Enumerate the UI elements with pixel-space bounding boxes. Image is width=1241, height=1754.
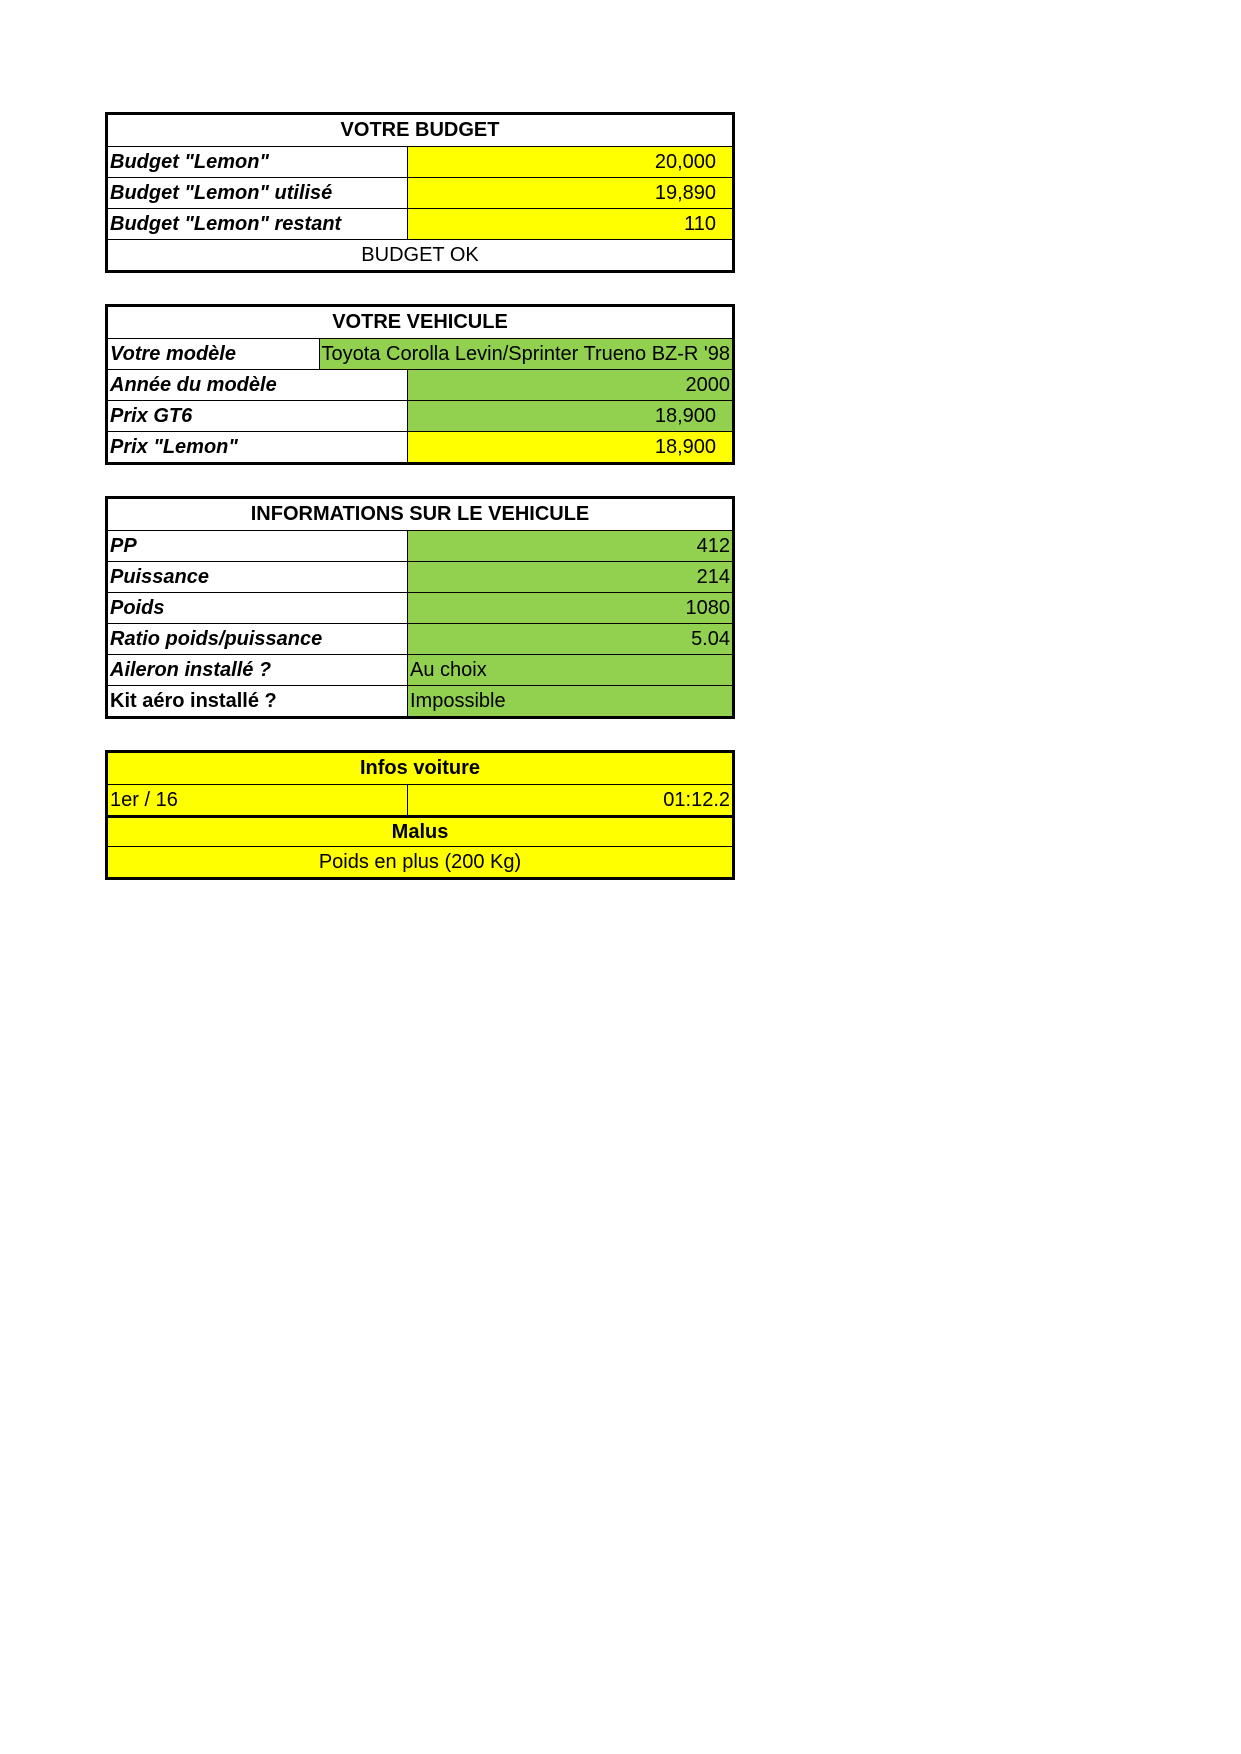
car-info-title: Infos voiture bbox=[359, 757, 480, 779]
budget-value[interactable]: 20,000 bbox=[408, 147, 732, 177]
vehicle-year-row bbox=[108, 369, 732, 400]
budget-table bbox=[105, 112, 735, 273]
info-aero-label: Kit aéro installé ? bbox=[108, 686, 408, 716]
info-weight-label: Poids bbox=[108, 593, 408, 623]
budget-title: VOTRE BUDGET bbox=[340, 119, 500, 141]
info-power-row bbox=[108, 561, 732, 592]
vehicle-model-label: Votre modèle bbox=[108, 339, 320, 369]
info-wing-row bbox=[108, 654, 732, 685]
info-power-label: Puissance bbox=[108, 562, 408, 592]
car-position[interactable]: 1er / 16 bbox=[108, 785, 408, 815]
info-ratio-row bbox=[108, 623, 732, 654]
info-pp-row bbox=[108, 530, 732, 561]
info-title: INFORMATIONS SUR LE VEHICULE bbox=[250, 503, 590, 525]
budget-used-value[interactable]: 19,890 bbox=[408, 178, 732, 208]
malus-value-row bbox=[108, 846, 732, 877]
info-wing-label: Aileron installé ? bbox=[108, 655, 408, 685]
vehicle-year-value[interactable]: 2000 bbox=[408, 370, 732, 400]
budget-remaining-label: Budget "Lemon" restant bbox=[108, 209, 408, 239]
budget-remaining-row bbox=[108, 208, 732, 239]
info-ratio-label: Ratio poids/puissance bbox=[108, 624, 408, 654]
budget-header-row bbox=[108, 115, 732, 146]
car-info-table bbox=[105, 750, 735, 880]
info-pp-value[interactable]: 412 bbox=[408, 531, 732, 561]
vehicle-header-row bbox=[108, 307, 732, 338]
info-power-value[interactable]: 214 bbox=[408, 562, 732, 592]
info-wing-value[interactable]: Au choix bbox=[408, 655, 732, 685]
info-table bbox=[105, 496, 735, 719]
vehicle-title: VOTRE VEHICULE bbox=[332, 311, 508, 333]
budget-row bbox=[108, 146, 732, 177]
budget-label: Budget "Lemon" bbox=[108, 147, 408, 177]
vehicle-price-gt6-label: Prix GT6 bbox=[108, 401, 408, 431]
vehicle-year-label: Année du modèle bbox=[108, 370, 408, 400]
vehicle-price-lemon-row bbox=[108, 431, 732, 462]
info-ratio-value[interactable]: 5.04 bbox=[408, 624, 732, 654]
budget-used-label: Budget "Lemon" utilisé bbox=[108, 178, 408, 208]
info-pp-label: PP bbox=[108, 531, 408, 561]
vehicle-table bbox=[105, 304, 735, 465]
info-aero-row bbox=[108, 685, 732, 716]
vehicle-model-value[interactable]: Toyota Corolla Levin/Sprinter Trueno BZ-R '98 bbox=[320, 339, 732, 369]
info-header-row bbox=[108, 499, 732, 530]
budget-remaining-value[interactable]: 110 bbox=[408, 209, 732, 239]
car-lap-time[interactable]: 01:12.2 bbox=[663, 788, 730, 811]
vehicle-price-gt6-row bbox=[108, 400, 732, 431]
malus-value[interactable]: Poids en plus (200 Kg) bbox=[318, 850, 522, 873]
malus-title: Malus bbox=[391, 820, 449, 843]
vehicle-price-lemon-label: Prix "Lemon" bbox=[108, 432, 408, 462]
vehicle-model-row bbox=[108, 338, 732, 369]
budget-status-row bbox=[108, 239, 732, 270]
budget-status: BUDGET OK bbox=[361, 243, 479, 266]
info-weight-value[interactable]: 1080 bbox=[408, 593, 732, 623]
info-weight-row bbox=[108, 592, 732, 623]
vehicle-price-gt6-value[interactable]: 18,900 bbox=[408, 401, 732, 431]
vehicle-price-lemon-value[interactable]: 18,900 bbox=[408, 432, 732, 462]
car-info-result-row bbox=[108, 784, 732, 815]
info-aero-value[interactable]: Impossible bbox=[408, 686, 732, 716]
car-info-header-row bbox=[108, 753, 732, 784]
budget-used-row bbox=[108, 177, 732, 208]
malus-header-row bbox=[108, 815, 732, 846]
